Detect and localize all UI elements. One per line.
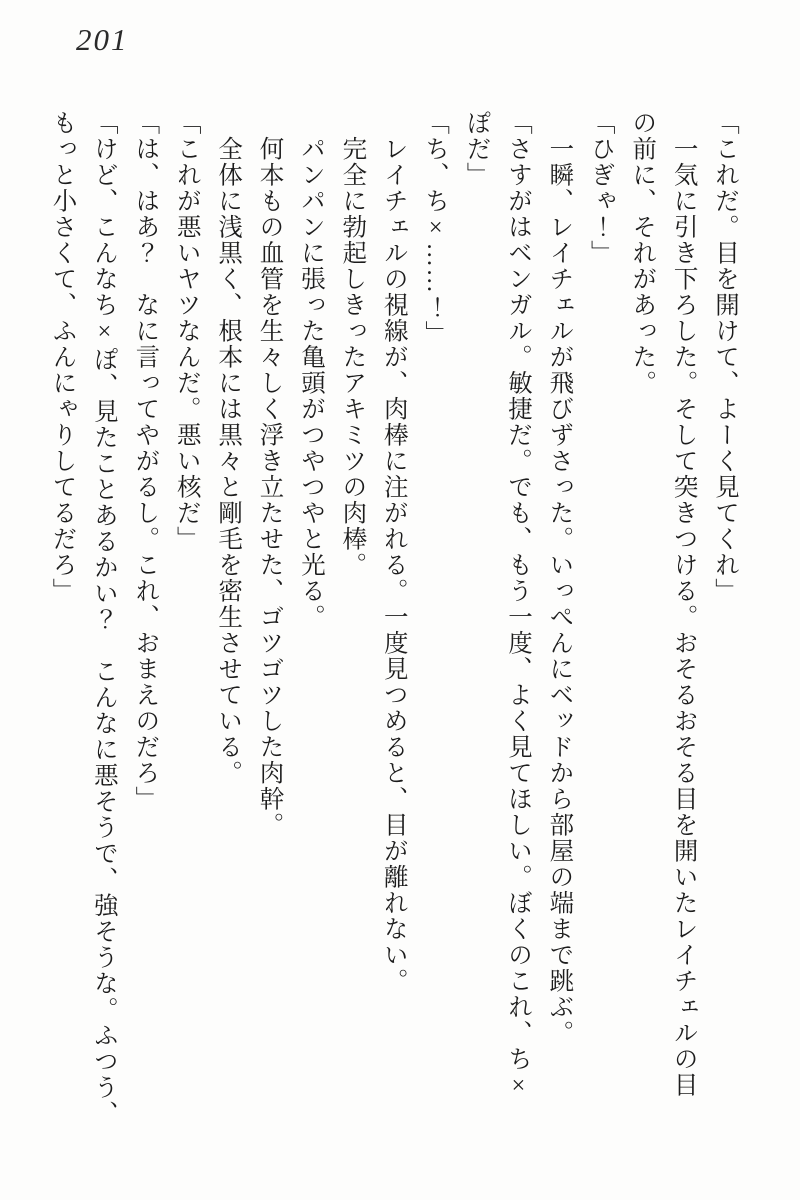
text-line: レイチェルの視線が、肉棒に注がれる。一度見つめると、目が離れない。	[380, 136, 408, 994]
text-line: 「は、はあ？ なに言ってやがるし。これ、おまえのだろ」	[132, 110, 160, 812]
text-line: 「これが悪いヤツなんだ。悪い核だ」	[173, 110, 201, 552]
text-line: 「けど、こんなち×ぽ、見たことあるかい？ こんなに悪そうで、強そうな。ふつう、	[90, 110, 118, 1127]
text-line: ぽだ」	[463, 110, 491, 188]
text-line: 「ひぎゃ！」	[587, 110, 615, 266]
page-number: 201	[76, 22, 129, 57]
text-line: 何本もの血管を生々しく浮き立たせた、ゴツゴツした肉幹。	[256, 136, 284, 838]
text-line: 完全に勃起しきったアキミツの肉棒。	[339, 136, 367, 578]
text-line: 「ち、ち×……！」	[422, 110, 450, 347]
text-line: 一気に引き下ろした。そして突きつける。おそるおそる目を開いたレイチェルの目	[670, 136, 698, 1098]
text-line: 全体に浅黒く、根本には黒々と剛毛を密生させている。	[215, 136, 243, 786]
text-block	[42, 110, 746, 1140]
text-line: パンパンに張った亀頭がつやつやと光る。	[297, 136, 325, 630]
text-line: もっと小さくて、ふんにゃりしてるだろ」	[49, 110, 77, 604]
text-line: 一瞬、レイチェルが飛びずさった。いっぺんにベッドから部屋の端まで跳ぶ。	[546, 136, 574, 1046]
text-line: 「さすがはベンガル。敏捷だ。でも、もう一度、よく見てほしい。ぼくのこれ、ち×	[504, 110, 532, 1101]
text-line: の前に、それがあった。	[629, 110, 657, 396]
text-line: 「これだ。目を開けて、よーく見てくれ」	[712, 110, 739, 604]
